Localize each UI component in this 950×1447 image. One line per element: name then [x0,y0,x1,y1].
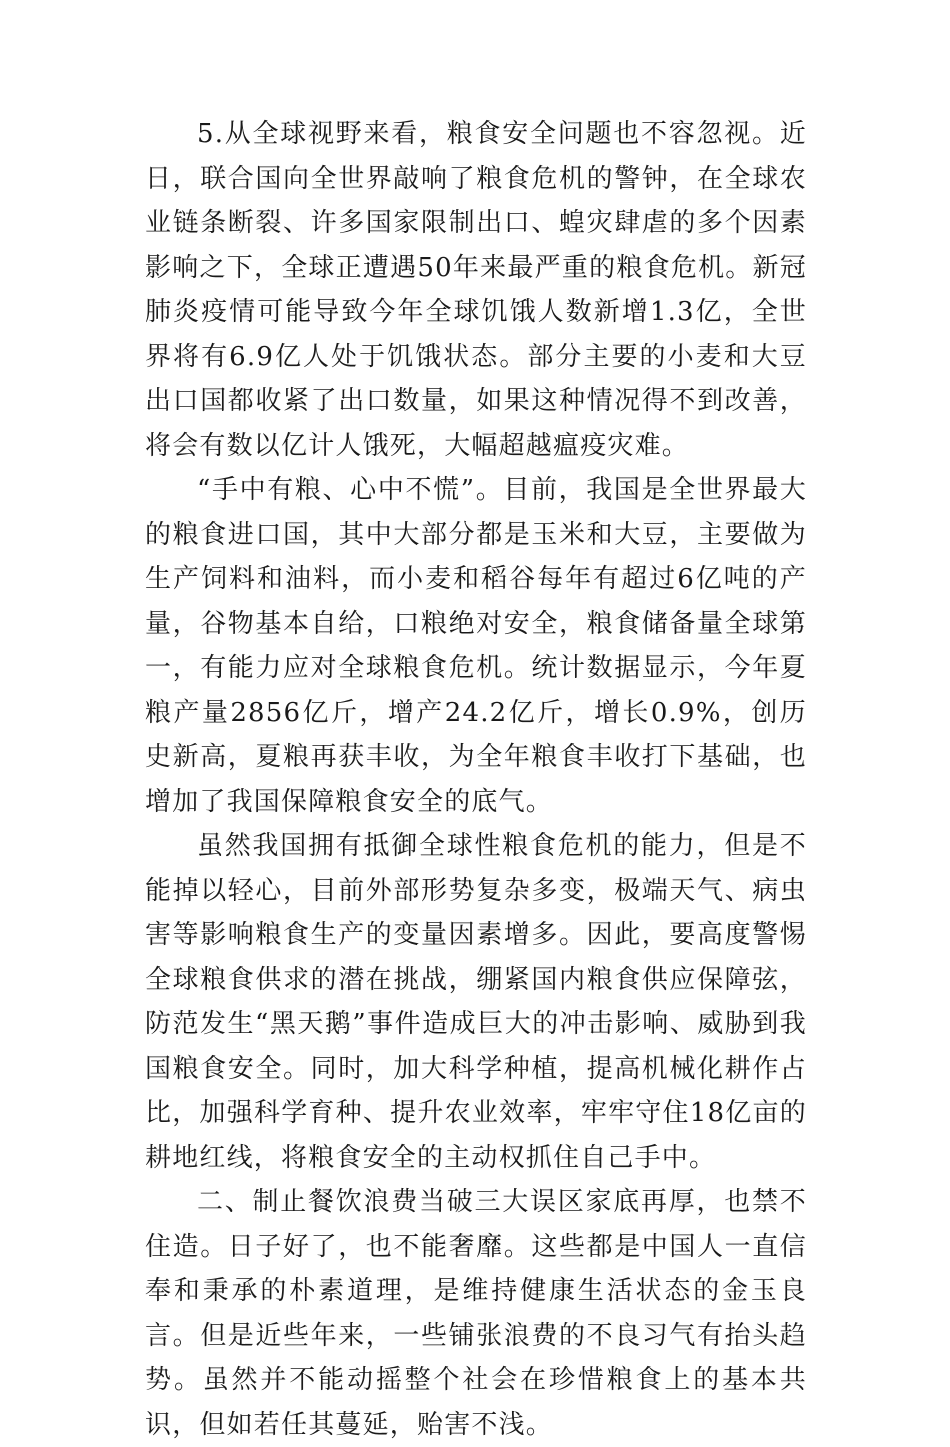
paragraph-stop-food-waste: 二、制止餐饮浪费当破三大误区家底再厚，也禁不住造。日子好了，也不能奢靡。这些都是中国人一直信奉和秉承的朴素道理，是维持健康生活状态的金玉良言。但是近些年来，一些铺张浪费的不良习气有抬头趋势。虽然并不能动摇整个社会在珍惜粮食上的基本共识，但如若任其蔓延，贻害不浅。 [145,1187,807,1440]
paragraph-global-food-security: 5.从全球视野来看，粮食安全问题也不容忽视。近日，联合国向全世界敲响了粮食危机的警钟，在全球农业链条断裂、许多国家限制出口、蝗灾肆虐的多个因素影响之下，全球正遭遇50年来最严重的粮食危机。新冠肺炎疫情可能导致今年全球饥饿人数新增1.3亿，全世界将有6.9亿人处于饥饿状态。部分主要的小麦和大豆出口国都收紧了出口数量，如果这种情况得不到改善，将会有数以亿计人饿死，大幅超越瘟疫灾难。 [145,119,807,461]
paragraph-not-complacent: 虽然我国拥有抵御全球性粮食危机的能力，但是不能掉以轻心，目前外部形势复杂多变，极端天气、病虫害等影响粮食生产的变量因素增多。因此，要高度警惕全球粮食供求的潜在挑战，绷紧国内粮食供应保障弦，防范发生“黑天鹅”事件造成巨大的冲击影响、威胁到我国粮食安全。同时，加大科学种植，提高机械化耕作占比，加强科学育种、提升农业效率，牢牢守住18亿亩的耕地红线，将粮食安全的主动权抓住自己手中。 [145,831,807,1173]
document-body [145,112,807,1447]
paragraph-grain-in-hand: “手中有粮、心中不慌”。目前，我国是全世界最大的粮食进口国，其中大部分都是玉米和大豆，主要做为生产饲料和油料，而小麦和稻谷每年有超过6亿吨的产量，谷物基本自给，口粮绝对安全，粮食储备量全球第一，有能力应对全球粮食危机。统计数据显示，今年夏粮产量2856亿斤，增产24.2亿斤，增长0.9%，创历史新高，夏粮再获丰收，为全年粮食丰收打下基础，也增加了我国保障粮食安全的底气。 [145,475,807,817]
